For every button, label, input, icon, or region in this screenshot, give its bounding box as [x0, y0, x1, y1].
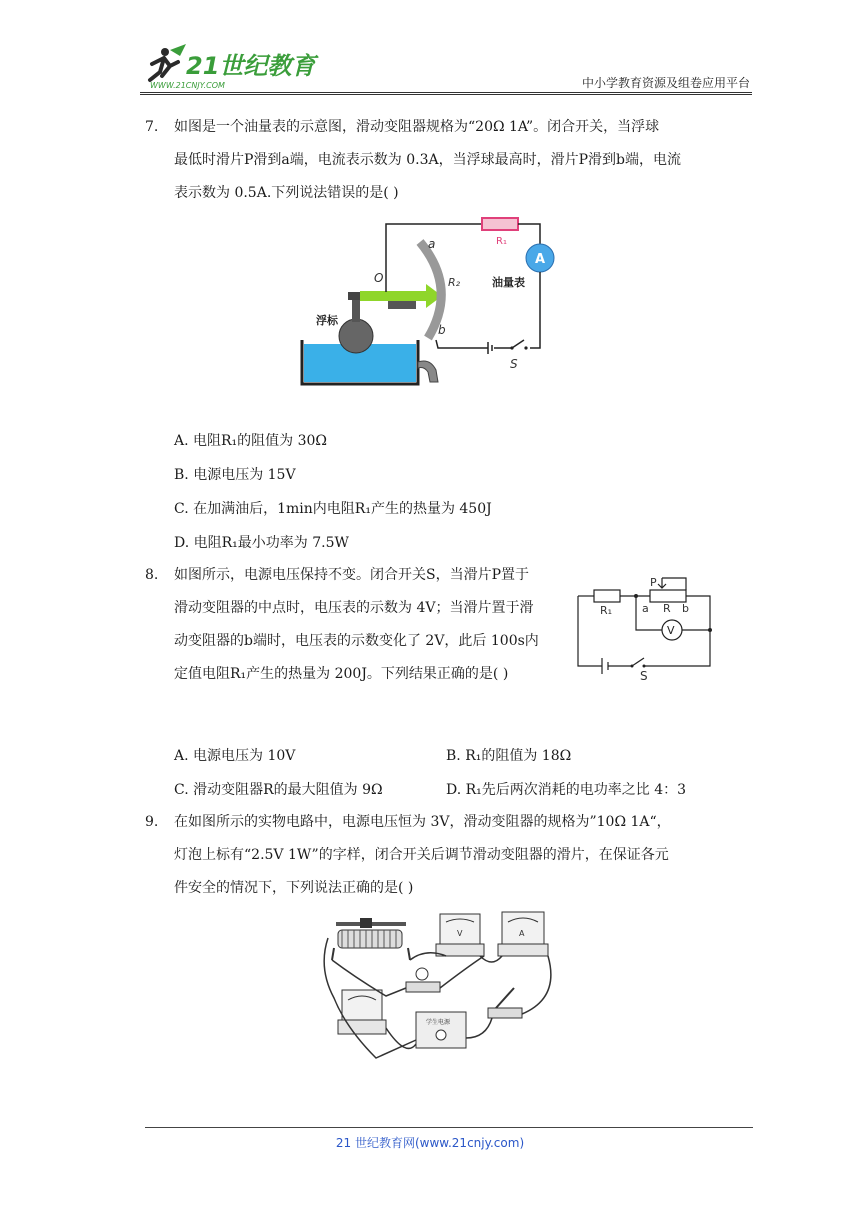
footer-divider	[145, 1127, 753, 1128]
option-b[interactable]: B. 电源电压为 15V	[174, 467, 296, 483]
switch-label: S	[640, 669, 648, 683]
question-line: 滑动变阻器的中点时，电压表的示数为 4V；当滑片置于滑	[174, 600, 534, 616]
switch	[488, 988, 522, 1018]
voltmeter-right	[436, 914, 484, 956]
runner-icon	[150, 44, 186, 80]
option-a[interactable]: A. 电源电压为 10V	[174, 748, 296, 764]
r2-label: R₂	[448, 276, 461, 289]
question-number: 8.	[145, 567, 159, 583]
voltmeter-left	[338, 990, 386, 1034]
ammeter-label: A	[519, 929, 525, 938]
question-line: 如图所示，电源电压保持不变。闭合开关S，当滑片P置于	[174, 567, 530, 583]
option-d[interactable]: D. 电阻R₁最小功率为 7.5W	[174, 535, 349, 551]
question-line: 灯泡上标有“2.5V 1W”的字样，闭合开关后调节滑动变阻器的滑片，在保证各元	[174, 847, 669, 863]
ammeter	[498, 912, 548, 956]
question-text	[174, 559, 539, 691]
ammeter-label: A	[535, 252, 546, 267]
r1-label: R₁	[496, 236, 507, 247]
page-header	[140, 42, 750, 92]
logo-text: 21世纪教育	[186, 52, 316, 80]
float-label: 浮标	[316, 314, 338, 327]
rheostat	[332, 918, 410, 960]
end-b-label: b	[438, 323, 446, 337]
power-supply	[416, 1012, 466, 1048]
slider-p-label: P	[650, 576, 657, 589]
float-ball	[339, 319, 373, 353]
gauge-label: 油量表	[492, 276, 525, 289]
question-text	[174, 806, 671, 905]
option-a[interactable]: A. 电阻R₁的阻值为 30Ω	[174, 433, 328, 449]
physical-circuit-figure	[316, 908, 560, 1068]
question-text	[174, 111, 681, 210]
pivot-label: O	[374, 271, 384, 285]
voltmeter-label: V	[457, 929, 463, 938]
logo-url: WWW.21CNJY.COM	[150, 81, 225, 90]
oil-gauge-figure	[290, 212, 572, 388]
r1-label: R₁	[600, 604, 613, 617]
rheostat-r	[650, 590, 686, 602]
circuit-figure-8	[572, 566, 718, 684]
question-number: 7.	[145, 119, 159, 135]
option-c[interactable]: C. 滑动变阻器R的最大阻值为 9Ω	[174, 782, 383, 798]
lamp	[406, 968, 440, 992]
end-a-label: a	[642, 602, 649, 615]
end-b-label: b	[682, 602, 689, 615]
question-line: 表示数为 0.5A.下列说法错误的是( )	[174, 185, 399, 201]
voltmeter-label: V	[667, 624, 675, 637]
question-line: 定值电阻R₁产生的热量为 200J。下列结果正确的是( )	[174, 666, 509, 682]
header-divider-2	[140, 94, 752, 95]
header-divider	[140, 92, 752, 93]
switch-label: S	[510, 357, 518, 371]
power-supply-label: 学生电源	[426, 1019, 451, 1026]
question-line: 件安全的情况下，下列说法正确的是( )	[174, 880, 414, 896]
platform-label: 中小学教育资源及组卷应用平台	[581, 76, 750, 90]
question-number: 9.	[145, 814, 159, 830]
option-c[interactable]: C. 在加满油后，1min内电阻R₁产生的热量为 450J	[174, 501, 492, 517]
question-line: 最低时滑片P滑到a端，电流表示数为 0.3A，当浮球最高时，滑片P滑到b端，电流	[174, 152, 681, 168]
resistor-r1	[482, 218, 518, 230]
question-line: 如图是一个油量表的示意图，滑动变阻器规格为“20Ω 1A”。闭合开关，当浮球	[174, 119, 660, 135]
option-d[interactable]: D. R₁先后两次消耗的电功率之比 4：3	[446, 782, 687, 798]
logo	[140, 42, 330, 90]
end-a-label: a	[428, 237, 436, 251]
question-line: 在如图所示的实物电路中，电源电压恒为 3V，滑动变阻器的规格为”10Ω 1A“，	[174, 814, 671, 830]
question-line: 动变阻器的b端时，电压表的示数变化了 2V，此后 100s内	[174, 633, 539, 649]
r-label: R	[663, 602, 671, 615]
resistor-r1	[594, 590, 620, 602]
option-b[interactable]: B. R₁的阻值为 18Ω	[446, 748, 572, 764]
footer-link[interactable]: 21 世纪教育网(www.21cnjy.com)	[335, 1136, 525, 1150]
